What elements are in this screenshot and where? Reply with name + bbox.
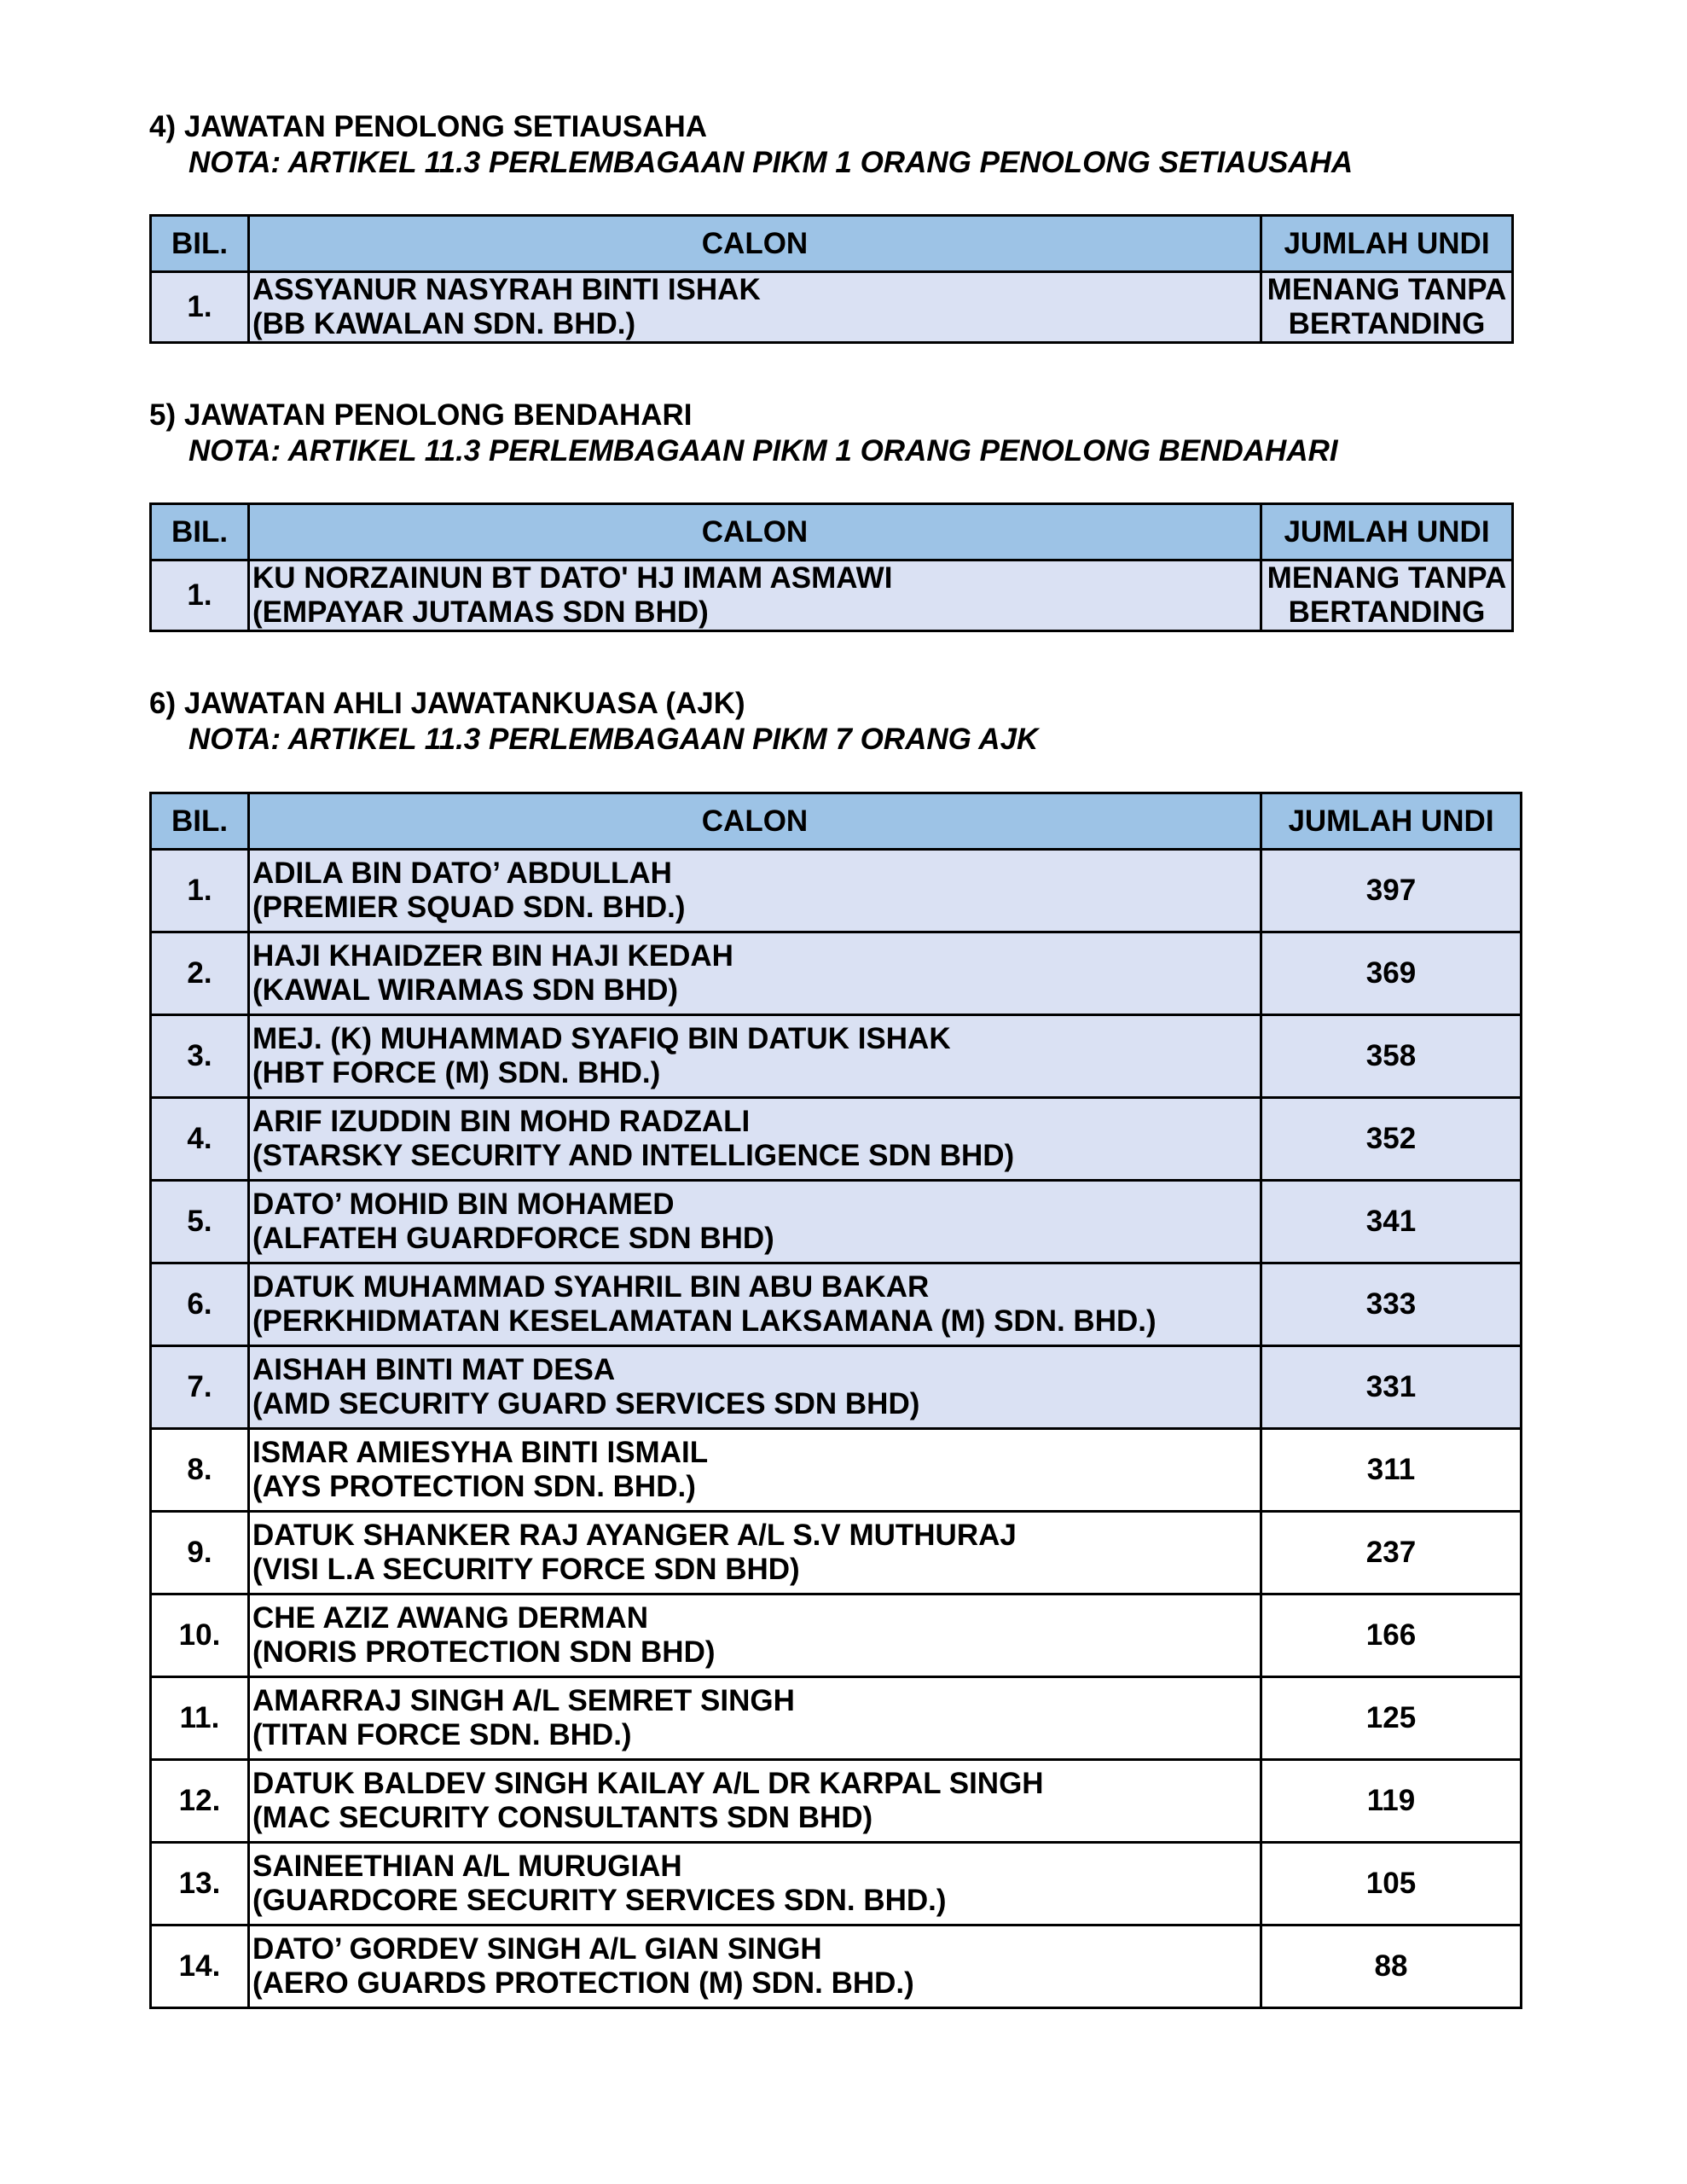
section-ahli-jawatankuasa — [149, 686, 1494, 2000]
candidate-name: CHE AZIZ AWANG DERMAN — [252, 1601, 649, 1635]
table-row — [151, 1512, 1522, 1594]
candidate-name: SAINEETHIAN A/L MURUGIAH — [252, 1850, 682, 1883]
vote-count: 119 — [1261, 1760, 1522, 1843]
candidate-name: HAJI KHAIDZER BIN HAJI KEDAH — [252, 939, 733, 973]
candidate-name: ISMAR AMIESYHA BINTI ISMAIL — [252, 1436, 709, 1469]
section-title: 4) JAWATAN PENOLONG SETIAUSAHA — [149, 110, 708, 143]
candidate-cell — [249, 1098, 1261, 1181]
section-note: NOTA: ARTIKEL 11.3 PERLEMBAGAAN PIKM 7 ORANG AJK — [188, 723, 1039, 756]
candidate-company: (VISI L.A SECURITY FORCE SDN BHD) — [252, 1553, 800, 1586]
vote-count: 341 — [1261, 1181, 1522, 1263]
results-table — [149, 214, 1514, 344]
section-note: NOTA: ARTIKEL 11.3 PERLEMBAGAAN PIKM 1 ORANG PENOLONG BENDAHARI — [188, 434, 1338, 468]
row-number: 13. — [151, 1843, 249, 1926]
row-number: 1. — [151, 850, 249, 932]
table-header-row — [151, 216, 1513, 272]
result-line-1: MENANG TANPA — [1267, 561, 1507, 595]
row-number: 10. — [151, 1594, 249, 1677]
candidate-cell — [249, 1429, 1261, 1512]
row-number: 5. — [151, 1181, 249, 1263]
table-row — [151, 1760, 1522, 1843]
row-number: 8. — [151, 1429, 249, 1512]
table-row — [151, 1181, 1522, 1263]
table-row — [151, 850, 1522, 932]
section-title: 6) JAWATAN AHLI JAWATANKUASA (AJK) — [149, 687, 745, 720]
vote-count: 369 — [1261, 932, 1522, 1015]
vote-count: 105 — [1261, 1843, 1522, 1926]
candidate-company: (STARSKY SECURITY AND INTELLIGENCE SDN BHD) — [252, 1139, 1015, 1172]
table-row — [151, 1429, 1522, 1512]
candidate-name: AISHAH BINTI MAT DESA — [252, 1353, 616, 1386]
row-number: 2. — [151, 932, 249, 1015]
candidate-company: (GUARDCORE SECURITY SERVICES SDN. BHD.) — [252, 1884, 947, 1917]
vote-count: 237 — [1261, 1512, 1522, 1594]
section-penolong-setiausaha — [149, 109, 1507, 340]
candidate-name: ASSYANUR NASYRAH BINTI ISHAK — [252, 273, 761, 306]
table-row — [151, 1346, 1522, 1429]
column-header-bil: BIL. — [151, 504, 249, 561]
vote-count: 311 — [1261, 1429, 1522, 1512]
candidate-company: (AERO GUARDS PROTECTION (M) SDN. BHD.) — [252, 1966, 914, 2000]
candidate-cell — [249, 1181, 1261, 1263]
candidate-cell — [249, 932, 1261, 1015]
vote-count: 166 — [1261, 1594, 1522, 1677]
candidate-company: (MAC SECURITY CONSULTANTS SDN BHD) — [252, 1801, 873, 1834]
column-header-jumlah-undi: JUMLAH UNDI — [1261, 504, 1513, 561]
table-row — [151, 1015, 1522, 1098]
candidate-name: AMARRAJ SINGH A/L SEMRET SINGH — [252, 1684, 795, 1717]
section-penolong-bendahari — [149, 398, 1507, 629]
candidate-cell — [249, 272, 1261, 343]
candidate-cell — [249, 1015, 1261, 1098]
row-number: 14. — [151, 1926, 249, 2008]
vote-count: 333 — [1261, 1263, 1522, 1346]
candidate-company: (HBT FORCE (M) SDN. BHD.) — [252, 1056, 661, 1089]
table-row — [151, 272, 1513, 343]
results-table — [149, 792, 1522, 2009]
table-row — [151, 1263, 1522, 1346]
table-row — [151, 561, 1513, 631]
candidate-name: MEJ. (K) MUHAMMAD SYAFIQ BIN DATUK ISHAK — [252, 1022, 951, 1055]
row-number: 3. — [151, 1015, 249, 1098]
table-row — [151, 1926, 1522, 2008]
candidate-cell — [249, 561, 1261, 631]
table-row — [151, 1677, 1522, 1760]
candidate-name: DATO’ GORDEV SINGH A/L GIAN SINGH — [252, 1932, 822, 1966]
candidate-company: (PREMIER SQUAD SDN. BHD.) — [252, 891, 686, 924]
vote-count: 352 — [1261, 1098, 1522, 1181]
candidate-company: (BB KAWALAN SDN. BHD.) — [252, 307, 636, 340]
row-number: 7. — [151, 1346, 249, 1429]
candidate-cell — [249, 1926, 1261, 2008]
row-number: 4. — [151, 1098, 249, 1181]
candidate-name: KU NORZAINUN BT DATO' HJ IMAM ASMAWI — [252, 561, 893, 595]
table-row — [151, 1594, 1522, 1677]
candidate-cell — [249, 1843, 1261, 1926]
row-number: 1. — [151, 561, 249, 631]
candidate-company: (NORIS PROTECTION SDN BHD) — [252, 1635, 716, 1669]
column-header-jumlah-undi: JUMLAH UNDI — [1261, 793, 1522, 850]
candidate-cell — [249, 1594, 1261, 1677]
section-note: NOTA: ARTIKEL 11.3 PERLEMBAGAAN PIKM 1 ORANG PENOLONG SETIAUSAHA — [188, 146, 1354, 179]
result-line-1: MENANG TANPA — [1267, 273, 1507, 306]
column-header-bil: BIL. — [151, 216, 249, 272]
candidate-name: DATUK MUHAMMAD SYAHRIL BIN ABU BAKAR — [252, 1270, 930, 1304]
column-header-jumlah-undi: JUMLAH UNDI — [1261, 216, 1513, 272]
column-header-calon: CALON — [249, 504, 1261, 561]
candidate-cell — [249, 850, 1261, 932]
result-line-2: BERTANDING — [1288, 595, 1486, 629]
candidate-cell — [249, 1760, 1261, 1843]
candidate-cell — [249, 1346, 1261, 1429]
candidate-company: (AMD SECURITY GUARD SERVICES SDN BHD) — [252, 1387, 920, 1420]
table-row — [151, 932, 1522, 1015]
candidate-name: ARIF IZUDDIN BIN MOHD RADZALI — [252, 1105, 751, 1138]
candidate-cell — [249, 1512, 1261, 1594]
candidate-cell — [249, 1677, 1261, 1760]
section-title: 5) JAWATAN PENOLONG BENDAHARI — [149, 398, 693, 432]
candidate-company: (EMPAYAR JUTAMAS SDN BHD) — [252, 595, 709, 629]
candidate-name: DATUK BALDEV SINGH KAILAY A/L DR KARPAL SINGH — [252, 1767, 1044, 1800]
table-row — [151, 1843, 1522, 1926]
candidate-cell — [249, 1263, 1261, 1346]
vote-count: 125 — [1261, 1677, 1522, 1760]
result-line-2: BERTANDING — [1288, 307, 1486, 340]
results-table — [149, 502, 1514, 632]
candidate-company: (TITAN FORCE SDN. BHD.) — [252, 1718, 632, 1751]
candidate-company: (AYS PROTECTION SDN. BHD.) — [252, 1470, 696, 1503]
vote-count: 358 — [1261, 1015, 1522, 1098]
table-header-row — [151, 504, 1513, 561]
row-number: 1. — [151, 272, 249, 343]
candidate-name: DATUK SHANKER RAJ AYANGER A/L S.V MUTHURAJ — [252, 1519, 1017, 1552]
table-header-row — [151, 793, 1522, 850]
candidate-company: (ALFATEH GUARDFORCE SDN BHD) — [252, 1222, 774, 1255]
column-header-bil: BIL. — [151, 793, 249, 850]
vote-count: 88 — [1261, 1926, 1522, 2008]
candidate-name: DATO’ MOHID BIN MOHAMED — [252, 1188, 675, 1221]
row-number: 11. — [151, 1677, 249, 1760]
column-header-calon: CALON — [249, 216, 1261, 272]
result-cell — [1261, 272, 1513, 343]
row-number: 9. — [151, 1512, 249, 1594]
candidate-name: ADILA BIN DATO’ ABDULLAH — [252, 857, 672, 890]
row-number: 6. — [151, 1263, 249, 1346]
column-header-calon: CALON — [249, 793, 1261, 850]
result-cell — [1261, 561, 1513, 631]
candidate-company: (KAWAL WIRAMAS SDN BHD) — [252, 973, 679, 1007]
candidate-company: (PERKHIDMATAN KESELAMATAN LAKSAMANA (M) SDN. BHD.) — [252, 1304, 1157, 1338]
vote-count: 331 — [1261, 1346, 1522, 1429]
row-number: 12. — [151, 1760, 249, 1843]
vote-count: 397 — [1261, 850, 1522, 932]
table-row — [151, 1098, 1522, 1181]
